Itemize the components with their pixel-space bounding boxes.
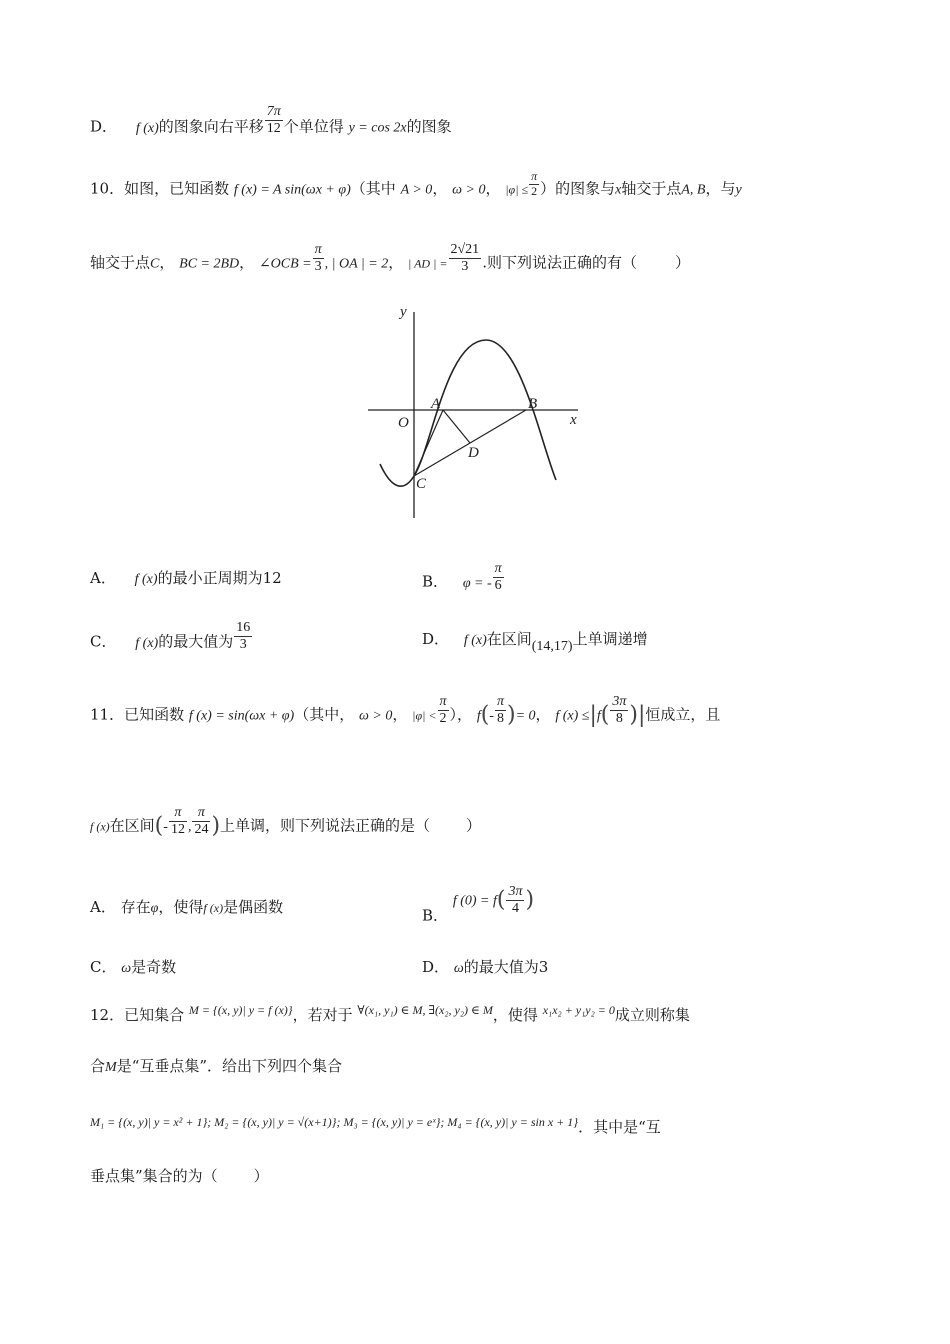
option-label: B． [422, 906, 449, 925]
math-bc: BC = 2BD [179, 256, 240, 272]
fraction: $\frac{\pi}{12}$ [170, 805, 185, 838]
math-func: f (x) = sin(ωx + φ) [188, 708, 295, 724]
question-text: 如图，已知函数 [124, 179, 230, 198]
question-text: ， [485, 179, 501, 198]
question-text: 轴交于点 [90, 253, 151, 272]
question-text: ）的图象与 [540, 179, 616, 198]
fraction: $\frac{3\pi}{8}$ [612, 694, 627, 727]
q11-line1: 11．已知函数 f (x) = sin(ωx + φ)（其中， ω > 0， |φ| < $\frac{\pi}{2}$ ）， f(- $\frac{\pi}{8}$ )= 0， f (x) ≤|f( $\frac{3\pi}{8}$ )|恒成立，且 [90, 694, 721, 728]
math-fx: f (x) [90, 819, 110, 834]
question-text: 成立则称集 [614, 1006, 690, 1024]
math-expr: y = cos 2x [348, 120, 407, 136]
question-text: ，使得 [492, 1006, 538, 1024]
question-text: 已知函数 [124, 705, 185, 724]
sine-curve [380, 340, 556, 486]
math-eq: f [476, 708, 481, 724]
math-omega: ω [121, 961, 132, 976]
option-label: D． [422, 630, 450, 648]
label-b: B [528, 396, 538, 412]
segment-ad [443, 410, 470, 443]
question-text: 是“互垂点集”．给出下列四个集合 [116, 1057, 343, 1075]
q12-line2 [90, 1059, 342, 1075]
q10-option-c [90, 620, 253, 653]
option-text: 的最大值为 [158, 632, 234, 651]
math-cond: x₁x₂ + y₁y₂ = 0 [542, 1003, 615, 1017]
q10-line1 [90, 169, 742, 199]
question-text: ．其中是“互 [578, 1118, 661, 1136]
math-cond: |φ| < [412, 708, 437, 723]
math-omega: ω [453, 961, 464, 976]
fraction: $\frac{\pi}{6}$ [494, 561, 502, 594]
question-text: ， [388, 253, 404, 272]
math-var: C [150, 256, 160, 272]
math-var: x [615, 182, 622, 198]
segment-ca [414, 410, 443, 476]
math-var: y [735, 182, 742, 198]
question-number: 10． [90, 179, 125, 198]
option-text: 的最大值为3 [463, 958, 549, 976]
math-ad: | AD | = [408, 256, 448, 271]
fraction: $\frac{3\pi}{4}$ [508, 884, 523, 917]
question-text: ， [392, 705, 408, 724]
question-text: ） [466, 816, 482, 835]
math-interval: (14,17) [531, 639, 573, 654]
q11-line2: f (x)在区间(- $\frac{\pi}{12}$ , $\frac{\pi}{24}$ )上单调，则下列说法正确的是（ ） [90, 805, 482, 839]
fraction: $\frac{\pi}{2}$ [531, 169, 538, 198]
option-text: 个单位得 [283, 117, 344, 136]
question-number: 12． [90, 1006, 125, 1024]
option-label: B． [422, 572, 449, 591]
math-phi: φ = - [462, 575, 492, 591]
math-cond: A > 0 [400, 182, 433, 198]
q11-option-b: B． f (0) = f( $\frac{3\pi}{4}$ ) [422, 884, 535, 925]
question-text: 在区间 [109, 816, 155, 835]
fraction: $\frac{\pi}{3}$ [314, 242, 322, 275]
q11-option-c [90, 960, 176, 976]
math-var: M [105, 1060, 117, 1075]
q10-line2 [90, 242, 690, 275]
question-text: .则下列说法正确的有（ [482, 253, 637, 272]
option-text: 的图象 [406, 117, 452, 136]
math-angle: ∠OCB = [258, 256, 312, 272]
math-set: M = {(x, y)| y = f (x)} [188, 1003, 293, 1017]
q11-option-a [90, 900, 283, 916]
label-o: O [398, 415, 409, 431]
question-text: 轴交于点 [621, 179, 682, 198]
math-eq: f (0) = f [452, 893, 497, 909]
question-number: 11． [90, 705, 125, 724]
q10-option-a [90, 571, 282, 587]
option-label: D． [90, 117, 118, 136]
math-points: A, B [681, 182, 706, 198]
fraction: $\frac{2√21}{3}$ [450, 242, 480, 275]
label-y: y [400, 304, 407, 320]
math-quantifier: ∀(x₁, y₁) ∈ M, ∃(x₂, y₂) ∈ M [357, 1003, 493, 1017]
label-x: x [570, 412, 577, 428]
question-text: 已知集合 [124, 1006, 185, 1024]
question-text: ， [535, 705, 551, 724]
math-fx: f (x) [134, 572, 158, 587]
fraction: $\frac{\pi}{8}$ [496, 694, 504, 727]
question-text: 合 [90, 1057, 106, 1075]
question-text: ） [674, 253, 690, 272]
math-cond: ω > 0 [359, 708, 393, 724]
math-cond: |φ| ≤ [505, 182, 529, 197]
option-label: D． [422, 958, 450, 976]
question-text: （其中， [294, 705, 355, 724]
label-a: A [431, 396, 441, 412]
question-text: 上单调，则下列说法正确的是（ [220, 816, 431, 835]
fraction: $\frac{7\pi}{12}$ [266, 104, 281, 137]
fraction: $\frac{\pi}{24}$ [194, 805, 209, 838]
math-func: f (x) = A sin(ωx + φ) [233, 182, 351, 198]
label-d: D [468, 445, 479, 461]
math-eq: = 0 [515, 708, 536, 724]
math-fx: f (x) [463, 633, 487, 648]
label-c: C [416, 476, 427, 492]
question-text: ）， [449, 705, 473, 724]
question-text: ， [159, 253, 175, 272]
option-text: 的最小正周期为12 [157, 569, 282, 587]
question-text: ） [253, 1167, 269, 1185]
math-fx: f (x) [135, 635, 159, 651]
q10-option-d [422, 630, 648, 654]
fraction: $\frac{\pi}{2}$ [439, 694, 447, 727]
q12-line1 [90, 1003, 690, 1024]
option-label: C． [90, 632, 117, 651]
fraction: $\frac{16}{3}$ [236, 620, 251, 653]
option-label: A． [90, 569, 116, 587]
option-text: 存在 [120, 898, 151, 916]
option-text: 是偶函数 [223, 898, 284, 916]
math-oa: , | OA | = 2 [324, 256, 389, 272]
q12-line3 [90, 1115, 661, 1136]
question-text: 垂点集”集合的为（ [90, 1167, 218, 1185]
prev-option-d [90, 104, 452, 137]
option-text: ，使得 [158, 898, 204, 916]
question-text: ， [239, 253, 255, 272]
question-text: （其中 [350, 179, 396, 198]
math-phi: φ [150, 901, 159, 916]
function-graph-figure [360, 298, 590, 523]
math-fx: f (x) [135, 120, 159, 136]
option-text: 上单调递增 [572, 630, 648, 648]
option-label: A． [90, 898, 116, 916]
option-text: 是奇数 [131, 958, 177, 976]
q11-option-d [422, 960, 548, 976]
q12-line4 [90, 1169, 269, 1184]
question-text: ，若对于 [292, 1006, 353, 1024]
option-text: 的图象向右平移 [158, 117, 264, 136]
option-text: 在区间 [486, 630, 532, 648]
math-sets: M₁ = {(x, y)| y = x² + 1}; M₂ = {(x, y)| y = √(x+1)}; M₃ = {(x, y)| y = eˣ}; M₄ = {(x, y)| y = sin x + 1} [90, 1115, 579, 1129]
option-label: C． [90, 958, 117, 976]
question-text: 恒成立，且 [645, 705, 721, 724]
math-cond: ω > 0 [452, 182, 486, 198]
math-fx: f (x) [203, 901, 224, 915]
q10-option-b [422, 561, 505, 594]
question-text: ，与 [705, 179, 736, 198]
math-ineq: f (x) ≤ [555, 708, 590, 724]
question-text: ， [432, 179, 448, 198]
